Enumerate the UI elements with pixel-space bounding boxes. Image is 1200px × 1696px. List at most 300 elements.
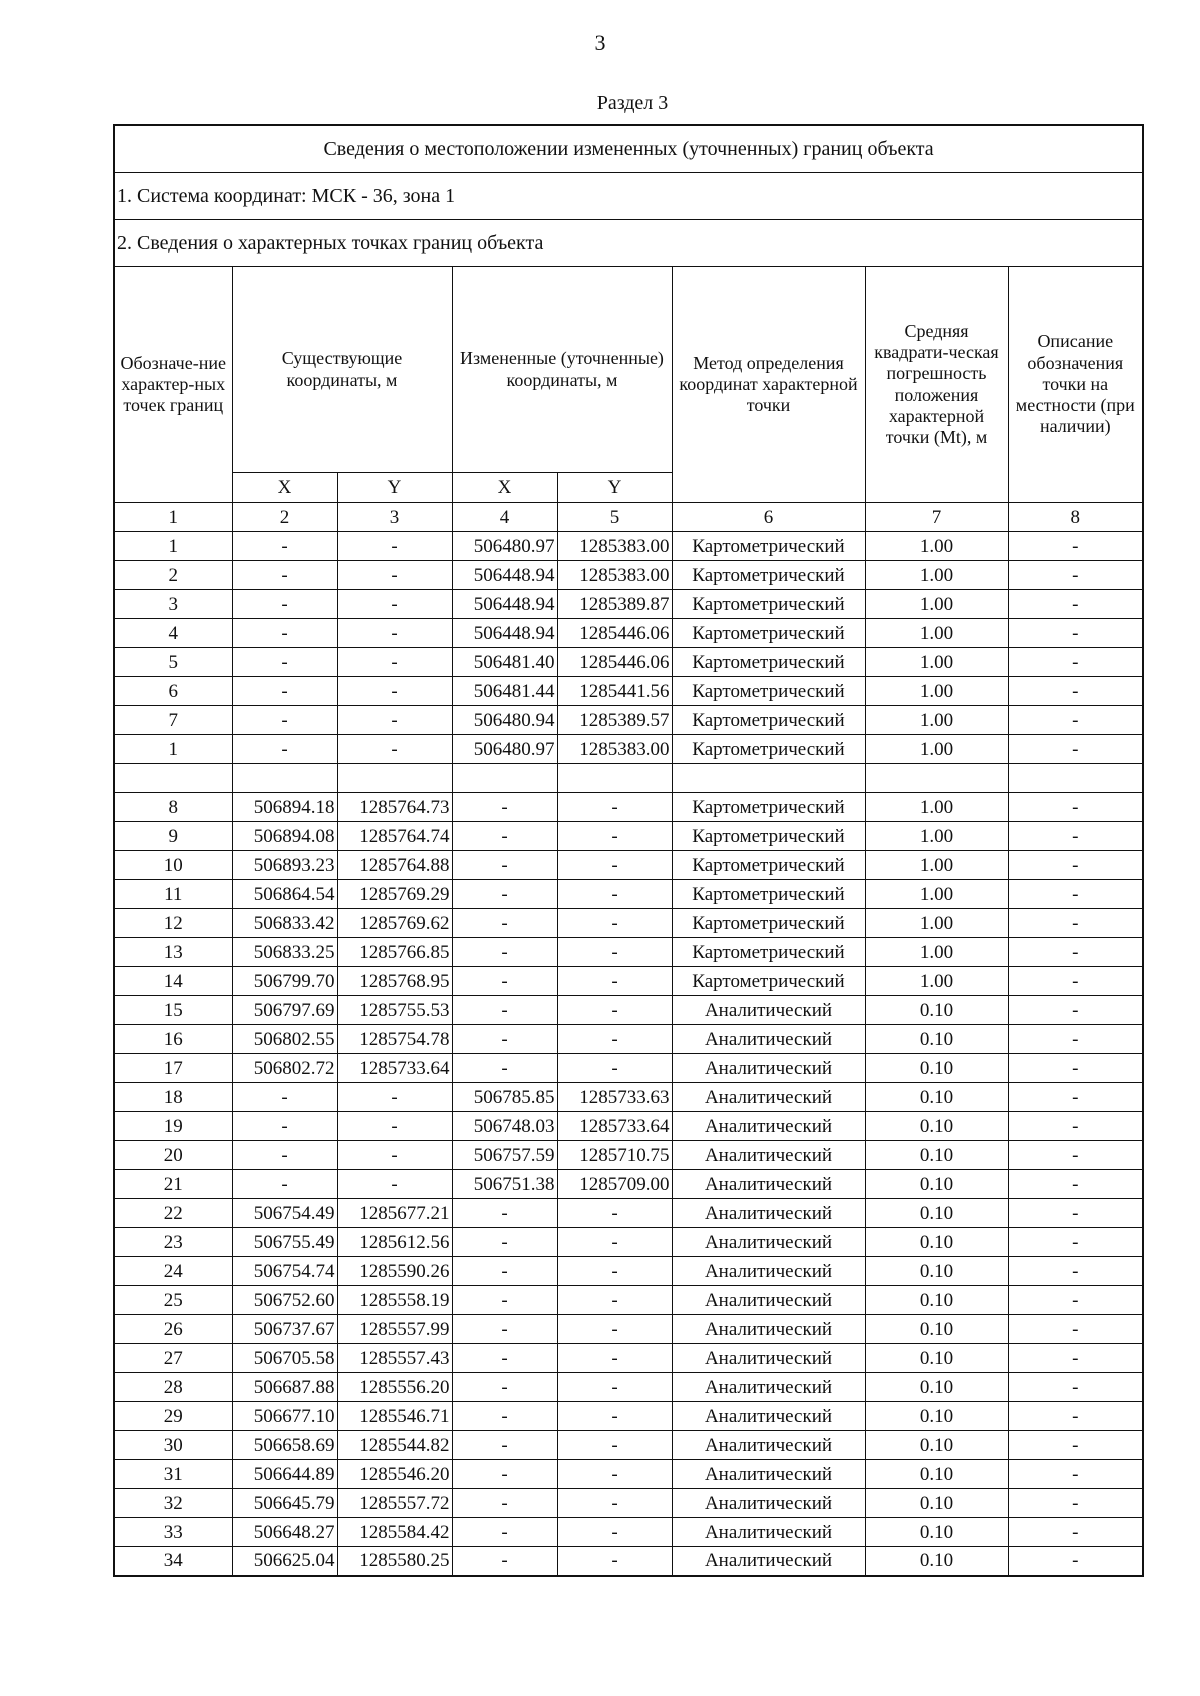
cell-changed-y: -: [557, 1547, 672, 1576]
table-row: [114, 1431, 1143, 1460]
cell-changed-y: 1285710.75: [557, 1141, 672, 1170]
cell-point-id: 17: [114, 1054, 232, 1083]
cell-changed-x: -: [452, 1518, 557, 1547]
cell-point-id: 15: [114, 996, 232, 1025]
cell-changed-x: -: [452, 1344, 557, 1373]
cell-description: -: [1008, 1257, 1143, 1286]
cell-method: Аналитический: [672, 1170, 865, 1199]
cell-point-id: 28: [114, 1373, 232, 1402]
cell-point-id: 1: [114, 735, 232, 764]
cell-point-id: 12: [114, 909, 232, 938]
cell-method: Аналитический: [672, 1228, 865, 1257]
cell-changed-x: -: [452, 851, 557, 880]
table-row: [114, 1054, 1143, 1083]
cell-error: 0.10: [865, 1344, 1008, 1373]
cell-existing-y: 1285754.78: [337, 1025, 452, 1054]
cell-point-id: 23: [114, 1228, 232, 1257]
cell-method: Картометрический: [672, 590, 865, 619]
column-number-row: [114, 503, 1143, 532]
cell-error: 1.00: [865, 619, 1008, 648]
table-title: Сведения о местоположении измененных (уточненных) границ объекта: [114, 125, 1143, 173]
cell-changed-x: 506480.97: [452, 532, 557, 561]
cell-existing-x: -: [232, 1083, 337, 1112]
table-row: [114, 1286, 1143, 1315]
cell-point-id: 27: [114, 1344, 232, 1373]
cell-changed-y: -: [557, 1518, 672, 1547]
cell-method: Картометрический: [672, 938, 865, 967]
cell-changed-y: -: [557, 1431, 672, 1460]
cell-point-id: 34: [114, 1547, 232, 1576]
cell-error: 0.10: [865, 1257, 1008, 1286]
cell-description: -: [1008, 1112, 1143, 1141]
cell-existing-y: 1285546.20: [337, 1460, 452, 1489]
cell-point-id: 1: [114, 532, 232, 561]
cell-existing-x: -: [232, 590, 337, 619]
cell-changed-x: -: [452, 880, 557, 909]
cell-changed-y: 1285441.56: [557, 677, 672, 706]
cell-description: -: [1008, 1054, 1143, 1083]
cell-method: Аналитический: [672, 1431, 865, 1460]
cell-description: -: [1008, 1489, 1143, 1518]
cell-point-id: 14: [114, 967, 232, 996]
cell-description: -: [1008, 1199, 1143, 1228]
table-row: [114, 1170, 1143, 1199]
cell-method: Аналитический: [672, 1518, 865, 1547]
cell-method: Картометрический: [672, 619, 865, 648]
cell-description: -: [1008, 706, 1143, 735]
cell-changed-y: -: [557, 1402, 672, 1431]
cell-changed-y: -: [557, 1286, 672, 1315]
cell-point-id: 10: [114, 851, 232, 880]
cell-error: 0.10: [865, 996, 1008, 1025]
cell-error: 1.00: [865, 967, 1008, 996]
cell-method: Аналитический: [672, 1315, 865, 1344]
cell-method: Картометрический: [672, 793, 865, 822]
cell-existing-y: -: [337, 1112, 452, 1141]
cell-existing-y: 1285764.88: [337, 851, 452, 880]
cell-existing-y: 1285755.53: [337, 996, 452, 1025]
cell-changed-x: -: [452, 1373, 557, 1402]
cell-description: -: [1008, 1025, 1143, 1054]
cell-changed-x: -: [452, 1199, 557, 1228]
table-row: [114, 1518, 1143, 1547]
header-changed-x: X: [452, 473, 557, 503]
cell-existing-x: -: [232, 1112, 337, 1141]
cell-description: -: [1008, 1315, 1143, 1344]
cell-existing-y: 1285733.64: [337, 1054, 452, 1083]
cell-existing-x: 506677.10: [232, 1402, 337, 1431]
cell-existing-y: -: [337, 1083, 452, 1112]
cell-existing-y: 1285558.19: [337, 1286, 452, 1315]
cell-point-id: 29: [114, 1402, 232, 1431]
cell-changed-x: -: [452, 1257, 557, 1286]
cell-description: -: [1008, 1083, 1143, 1112]
cell-description: -: [1008, 1460, 1143, 1489]
cell-changed-x: -: [452, 1228, 557, 1257]
cell-changed-y: -: [557, 996, 672, 1025]
cell-error: 1.00: [865, 909, 1008, 938]
cell-changed-y: 1285709.00: [557, 1170, 672, 1199]
cell-existing-x: 506645.79: [232, 1489, 337, 1518]
table-row: [114, 1199, 1143, 1228]
cell-method: Аналитический: [672, 1112, 865, 1141]
cell-point-id: 5: [114, 648, 232, 677]
cell-error: 1.00: [865, 648, 1008, 677]
cell-changed-y: 1285383.00: [557, 532, 672, 561]
cell-description: -: [1008, 909, 1143, 938]
cell-existing-y: -: [337, 532, 452, 561]
cell-method: Аналитический: [672, 1344, 865, 1373]
cell-existing-x: 506625.04: [232, 1547, 337, 1576]
table-row: [114, 1547, 1143, 1576]
cell-point-id: 4: [114, 619, 232, 648]
header-description: Описание обозначения точки на местности (при наличии): [1008, 267, 1143, 503]
cell-changed-x: -: [452, 1431, 557, 1460]
cell-method: Аналитический: [672, 1373, 865, 1402]
table-row: [114, 822, 1143, 851]
cell-changed-x: -: [452, 1315, 557, 1344]
cell-existing-x: 506802.55: [232, 1025, 337, 1054]
boundary-points-table: [113, 124, 1144, 1577]
cell-changed-y: -: [557, 1489, 672, 1518]
table-row: [114, 938, 1143, 967]
cell-changed-y: -: [557, 1315, 672, 1344]
table-row: [114, 1344, 1143, 1373]
cell-description: -: [1008, 793, 1143, 822]
cell-method: Аналитический: [672, 1257, 865, 1286]
cell-changed-x: -: [452, 996, 557, 1025]
cell-existing-x: 506755.49: [232, 1228, 337, 1257]
cell-method: Картометрический: [672, 909, 865, 938]
cell-method: Картометрический: [672, 706, 865, 735]
table-row: [114, 793, 1143, 822]
col-number: 4: [452, 503, 557, 532]
cell-changed-y: -: [557, 793, 672, 822]
header-point: Обозначе-ние характер-ных точек границ: [114, 267, 232, 503]
col-number: 8: [1008, 503, 1143, 532]
cell-error: 1.00: [865, 793, 1008, 822]
cell-existing-x: 506754.74: [232, 1257, 337, 1286]
cell-existing-x: 506864.54: [232, 880, 337, 909]
cell-existing-x: [232, 764, 337, 793]
cell-error: [865, 764, 1008, 793]
table-row: [114, 706, 1143, 735]
cell-changed-y: -: [557, 1025, 672, 1054]
cell-point-id: [114, 764, 232, 793]
col-number: 5: [557, 503, 672, 532]
cell-existing-y: 1285769.29: [337, 880, 452, 909]
cell-point-id: 26: [114, 1315, 232, 1344]
cell-point-id: 3: [114, 590, 232, 619]
cell-point-id: 9: [114, 822, 232, 851]
cell-existing-y: 1285764.73: [337, 793, 452, 822]
cell-description: -: [1008, 822, 1143, 851]
cell-changed-y: 1285389.87: [557, 590, 672, 619]
cell-point-id: 16: [114, 1025, 232, 1054]
cell-existing-x: 506752.60: [232, 1286, 337, 1315]
cell-changed-x: -: [452, 1489, 557, 1518]
cell-existing-x: 506644.89: [232, 1460, 337, 1489]
cell-changed-y: -: [557, 1460, 672, 1489]
cell-description: -: [1008, 648, 1143, 677]
cell-existing-x: -: [232, 648, 337, 677]
cell-existing-y: -: [337, 677, 452, 706]
cell-error: 0.10: [865, 1286, 1008, 1315]
table-row: [114, 532, 1143, 561]
cell-changed-y: -: [557, 1257, 672, 1286]
cell-existing-y: 1285544.82: [337, 1431, 452, 1460]
cell-point-id: 7: [114, 706, 232, 735]
col-number: 3: [337, 503, 452, 532]
cell-changed-y: -: [557, 938, 672, 967]
cell-method: [672, 764, 865, 793]
table-row: [114, 561, 1143, 590]
cell-changed-y: -: [557, 851, 672, 880]
cell-method: Картометрический: [672, 822, 865, 851]
cell-existing-x: 506737.67: [232, 1315, 337, 1344]
cell-changed-y: 1285446.06: [557, 619, 672, 648]
cell-existing-y: 1285590.26: [337, 1257, 452, 1286]
cell-point-id: 2: [114, 561, 232, 590]
cell-error: 0.10: [865, 1518, 1008, 1547]
table-row: [114, 1141, 1143, 1170]
page-number: 3: [594, 30, 606, 55]
cell-changed-y: 1285383.00: [557, 561, 672, 590]
cell-method: Аналитический: [672, 1141, 865, 1170]
cell-changed-y: -: [557, 822, 672, 851]
cell-method: Аналитический: [672, 1489, 865, 1518]
header-error: Средняя квадрати-ческая погрешность положения характерной точки (Mt), м: [865, 267, 1008, 503]
cell-existing-x: 506797.69: [232, 996, 337, 1025]
cell-description: -: [1008, 967, 1143, 996]
cell-method: Аналитический: [672, 1025, 865, 1054]
table-row: [114, 851, 1143, 880]
cell-existing-y: -: [337, 561, 452, 590]
cell-description: -: [1008, 1344, 1143, 1373]
cell-error: 0.10: [865, 1054, 1008, 1083]
cell-error: 0.10: [865, 1228, 1008, 1257]
cell-existing-y: 1285557.72: [337, 1489, 452, 1518]
cell-existing-y: 1285768.95: [337, 967, 452, 996]
cell-point-id: 30: [114, 1431, 232, 1460]
table-row: [114, 909, 1143, 938]
table-row: [114, 648, 1143, 677]
cell-existing-x: 506799.70: [232, 967, 337, 996]
cell-method: Аналитический: [672, 1199, 865, 1228]
cell-changed-x: 506448.94: [452, 590, 557, 619]
cell-existing-y: 1285766.85: [337, 938, 452, 967]
cell-existing-x: -: [232, 619, 337, 648]
header-existing: Существующие координаты, м: [232, 267, 452, 473]
section-label: Раздел 3: [596, 92, 669, 114]
cell-description: [1008, 764, 1143, 793]
cell-method: Картометрический: [672, 532, 865, 561]
cell-description: -: [1008, 1373, 1143, 1402]
cell-existing-y: -: [337, 590, 452, 619]
cell-existing-y: 1285546.71: [337, 1402, 452, 1431]
cell-description: -: [1008, 532, 1143, 561]
cell-description: -: [1008, 619, 1143, 648]
cell-description: -: [1008, 735, 1143, 764]
cell-changed-x: 506481.44: [452, 677, 557, 706]
table-row: [114, 1402, 1143, 1431]
cell-changed-x: 506757.59: [452, 1141, 557, 1170]
cell-existing-x: -: [232, 532, 337, 561]
cell-changed-y: -: [557, 1054, 672, 1083]
cell-error: 1.00: [865, 880, 1008, 909]
cell-existing-x: 506705.58: [232, 1344, 337, 1373]
table-row: [114, 619, 1143, 648]
cell-changed-y: -: [557, 1199, 672, 1228]
cell-description: -: [1008, 851, 1143, 880]
cell-existing-y: 1285557.99: [337, 1315, 452, 1344]
cell-description: -: [1008, 938, 1143, 967]
cell-method: Аналитический: [672, 1054, 865, 1083]
cell-changed-y: 1285383.00: [557, 735, 672, 764]
cell-error: 1.00: [865, 735, 1008, 764]
cell-point-id: 33: [114, 1518, 232, 1547]
cell-existing-y: 1285769.62: [337, 909, 452, 938]
cell-changed-x: 506785.85: [452, 1083, 557, 1112]
cell-changed-y: -: [557, 1344, 672, 1373]
table-row: [114, 880, 1143, 909]
cell-existing-y: 1285580.25: [337, 1547, 452, 1576]
cell-description: -: [1008, 677, 1143, 706]
cell-existing-y: 1285557.43: [337, 1344, 452, 1373]
table-row: [114, 1257, 1143, 1286]
cell-description: -: [1008, 590, 1143, 619]
cell-point-id: 13: [114, 938, 232, 967]
cell-existing-y: -: [337, 619, 452, 648]
cell-existing-x: -: [232, 561, 337, 590]
cell-method: Картометрический: [672, 851, 865, 880]
cell-description: -: [1008, 1141, 1143, 1170]
cell-error: 0.10: [865, 1431, 1008, 1460]
cell-existing-y: [337, 764, 452, 793]
cell-existing-x: 506894.08: [232, 822, 337, 851]
cell-changed-x: -: [452, 1402, 557, 1431]
cell-existing-y: 1285556.20: [337, 1373, 452, 1402]
cell-point-id: 21: [114, 1170, 232, 1199]
cell-method: Аналитический: [672, 1286, 865, 1315]
cell-existing-y: -: [337, 735, 452, 764]
cell-changed-x: 506751.38: [452, 1170, 557, 1199]
cell-method: Аналитический: [672, 1083, 865, 1112]
table-row: [114, 1315, 1143, 1344]
cell-changed-x: -: [452, 938, 557, 967]
cell-error: 0.10: [865, 1460, 1008, 1489]
cell-changed-y: 1285733.63: [557, 1083, 672, 1112]
cell-existing-y: 1285764.74: [337, 822, 452, 851]
cell-point-id: 32: [114, 1489, 232, 1518]
cell-point-id: 11: [114, 880, 232, 909]
cell-existing-x: 506894.18: [232, 793, 337, 822]
cell-error: 0.10: [865, 1547, 1008, 1576]
cell-description: -: [1008, 1170, 1143, 1199]
table-row: [114, 996, 1143, 1025]
points-title: 2. Сведения о характерных точках границ объекта: [114, 220, 1143, 267]
table-row: [114, 590, 1143, 619]
table-row: [114, 1228, 1143, 1257]
cell-error: 0.10: [865, 1083, 1008, 1112]
cell-changed-x: -: [452, 909, 557, 938]
cell-error: 0.10: [865, 1315, 1008, 1344]
cell-existing-x: 506833.25: [232, 938, 337, 967]
cell-method: Картометрический: [672, 967, 865, 996]
cell-method: Картометрический: [672, 677, 865, 706]
cell-point-id: 22: [114, 1199, 232, 1228]
cell-error: 1.00: [865, 590, 1008, 619]
cell-method: Аналитический: [672, 1547, 865, 1576]
cell-changed-x: 506480.94: [452, 706, 557, 735]
cell-existing-x: 506802.72: [232, 1054, 337, 1083]
table-row: [114, 1373, 1143, 1402]
cell-error: 0.10: [865, 1199, 1008, 1228]
cell-existing-x: 506754.49: [232, 1199, 337, 1228]
cell-error: 0.10: [865, 1141, 1008, 1170]
cell-description: -: [1008, 1431, 1143, 1460]
cell-existing-x: 506648.27: [232, 1518, 337, 1547]
cell-changed-y: [557, 764, 672, 793]
cell-description: -: [1008, 1518, 1143, 1547]
col-number: 7: [865, 503, 1008, 532]
cell-method: Аналитический: [672, 996, 865, 1025]
cell-description: -: [1008, 561, 1143, 590]
cell-error: 1.00: [865, 822, 1008, 851]
cell-existing-x: -: [232, 706, 337, 735]
table-row: [114, 1025, 1143, 1054]
cell-changed-x: -: [452, 967, 557, 996]
cell-description: -: [1008, 1286, 1143, 1315]
cell-changed-x: -: [452, 1286, 557, 1315]
cell-method: Картометрический: [672, 735, 865, 764]
cell-error: 1.00: [865, 532, 1008, 561]
cell-point-id: 24: [114, 1257, 232, 1286]
cell-existing-y: 1285584.42: [337, 1518, 452, 1547]
cell-existing-x: -: [232, 735, 337, 764]
cell-changed-x: -: [452, 793, 557, 822]
cell-existing-x: 506687.88: [232, 1373, 337, 1402]
cell-point-id: 18: [114, 1083, 232, 1112]
cell-method: Картометрический: [672, 561, 865, 590]
cell-error: 1.00: [865, 677, 1008, 706]
cell-description: -: [1008, 1547, 1143, 1576]
cell-error: 0.10: [865, 1112, 1008, 1141]
cell-changed-y: -: [557, 967, 672, 996]
cell-method: Аналитический: [672, 1460, 865, 1489]
table-row: [114, 1083, 1143, 1112]
cell-error: 0.10: [865, 1489, 1008, 1518]
coord-system: 1. Система координат: МСК - 36, зона 1: [114, 173, 1143, 220]
cell-error: 1.00: [865, 706, 1008, 735]
cell-changed-x: -: [452, 1460, 557, 1489]
table-row: [114, 764, 1143, 793]
header-existing-y: Y: [337, 473, 452, 503]
cell-existing-x: -: [232, 1141, 337, 1170]
cell-changed-x: 506748.03: [452, 1112, 557, 1141]
cell-description: -: [1008, 1228, 1143, 1257]
cell-description: -: [1008, 1402, 1143, 1431]
cell-changed-y: -: [557, 1228, 672, 1257]
cell-changed-y: 1285389.57: [557, 706, 672, 735]
cell-error: 0.10: [865, 1025, 1008, 1054]
col-number: 2: [232, 503, 337, 532]
cell-changed-x: 506480.97: [452, 735, 557, 764]
table-row: [114, 967, 1143, 996]
cell-changed-x: 506481.40: [452, 648, 557, 677]
cell-existing-y: -: [337, 706, 452, 735]
cell-changed-y: -: [557, 1373, 672, 1402]
